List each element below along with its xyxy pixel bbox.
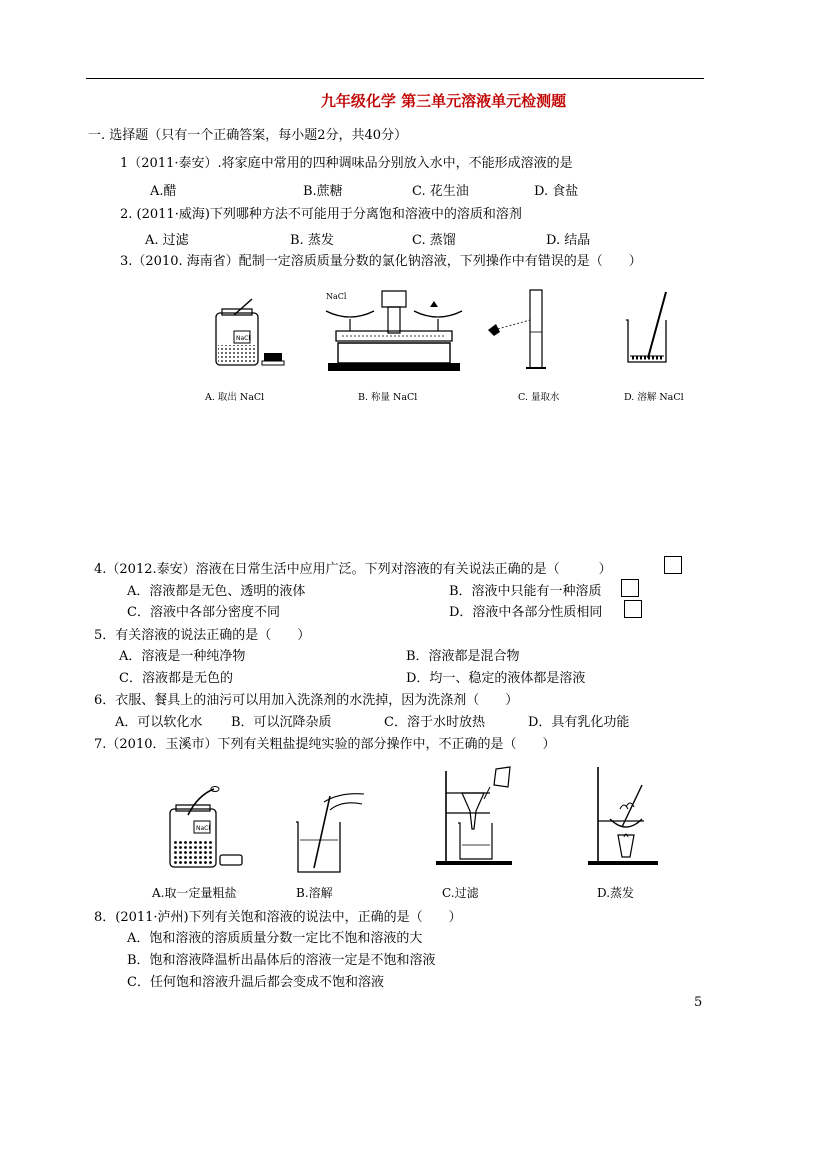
q3-label-d: D. 溶解 NaCl: [624, 392, 684, 403]
q3-jar-label: NaCl: [236, 335, 251, 342]
q7-label-d: D.蒸发: [597, 886, 635, 900]
q3-label-a: A. 取出 NaCl: [205, 392, 265, 403]
q8-option-a: A．饱和溶液的溶质质量分数一定比不饱和溶液的大: [127, 931, 423, 946]
q6-option-c: C．溶于水时放热: [384, 715, 485, 730]
q1-option-a: A.醋: [150, 184, 177, 199]
q1-option-c: C. 花生油: [412, 184, 469, 199]
q3-figure-b: [322, 285, 467, 380]
q1-stem: 1（2011·泰安）.将家庭中常用的四种调味品分别放入水中，不能形成溶液的是: [120, 156, 573, 171]
top-rule: [86, 78, 704, 79]
q3-figure-a: [212, 295, 287, 375]
q6-stem: 6．衣服、餐具上的油污可以用加入洗涤剂的水洗掉，因为洗涤剂（ ）: [94, 693, 519, 708]
q7-label-a: A.取一定量粗盐: [152, 886, 237, 900]
q3-figure-c: [486, 288, 556, 383]
q5-option-a: A．溶液是一种纯净物: [119, 649, 246, 664]
q2-option-d: D. 结晶: [546, 233, 591, 248]
q4-answer-box: [664, 556, 682, 574]
q7-jar-label: NaCl: [196, 825, 211, 832]
page-number: 5: [694, 995, 703, 1010]
q2-option-b: B. 蒸发: [290, 233, 334, 248]
q6-option-a: A．可以软化水: [115, 715, 203, 730]
q7-figure-d: [584, 765, 669, 870]
q6-option-d: D．具有乳化功能: [528, 715, 630, 730]
q6-option-b: B．可以沉降杂质: [231, 715, 332, 730]
q2-stem: 2. (2011·威海)下列哪种方法不可能用于分离饱和溶液中的溶质和溶剂: [120, 207, 522, 222]
q4-option-b: B．溶液中只能有一种溶质: [449, 584, 602, 599]
q2-option-c: C. 蒸馏: [412, 233, 456, 248]
q3-label-c: C. 量取水: [518, 392, 560, 403]
q7-label-c: C.过滤: [442, 886, 479, 900]
page-title: 九年级化学 第三单元溶液单元检测题: [320, 92, 567, 110]
q4-option-b-box: [621, 579, 639, 597]
q4-option-d: D．溶液中各部分性质相同: [449, 605, 603, 620]
q7-figure-c: [432, 765, 522, 870]
q5-option-d: D．均一、稳定的液体都是溶液: [406, 671, 586, 686]
q4-option-d-box: [624, 600, 642, 618]
q3-figure-d: [620, 290, 680, 370]
q8-option-c: C．任何饱和溶液升温后都会变成不饱和溶液: [127, 975, 384, 990]
q4-option-c: C．溶液中各部分密度不同: [127, 605, 280, 620]
q8-option-b: B．饱和溶液降温析出晶体后的溶液一定是不饱和溶液: [127, 953, 436, 968]
q7-stem: 7.（2010．玉溪市）下列有关粗盐提纯实验的部分操作中，不正确的是（ ）: [94, 737, 556, 752]
q7-figure-a: [168, 785, 248, 875]
section-heading: 一. 选择题（只有一个正确答案，每小题2分，共40分）: [88, 128, 408, 143]
q1-option-b: B.蔗糖: [303, 184, 343, 199]
q1-option-d: D. 食盐: [534, 184, 579, 199]
q4-option-a: A．溶液都是无色、透明的液体: [127, 584, 306, 599]
q5-option-b: B．溶液都是混合物: [406, 649, 520, 664]
q7-label-b: B.溶解: [296, 886, 333, 900]
q5-option-c: C．溶液都是无色的: [119, 671, 233, 686]
q3-label-b: B. 称量 NaCl: [358, 392, 418, 403]
q4-stem: 4.（2012.泰安）溶液在日常生活中应用广泛。下列对溶液的有关说法正确的是（ ）: [94, 562, 612, 577]
q2-option-a: A. 过滤: [145, 233, 189, 248]
q8-stem: 8．(2011·泸州)下列有关饱和溶液的说法中，正确的是（ ）: [94, 910, 462, 925]
q3-stem: 3.（2010. 海南省）配制一定溶质质量分数的氯化钠溶液，下列操作中有错误的是（ ）: [120, 254, 642, 269]
q7-figure-b: [290, 788, 370, 878]
q5-stem: 5．有关溶液的说法正确的是（ ）: [94, 628, 311, 643]
q3-balance-label: NaCl: [326, 292, 347, 301]
